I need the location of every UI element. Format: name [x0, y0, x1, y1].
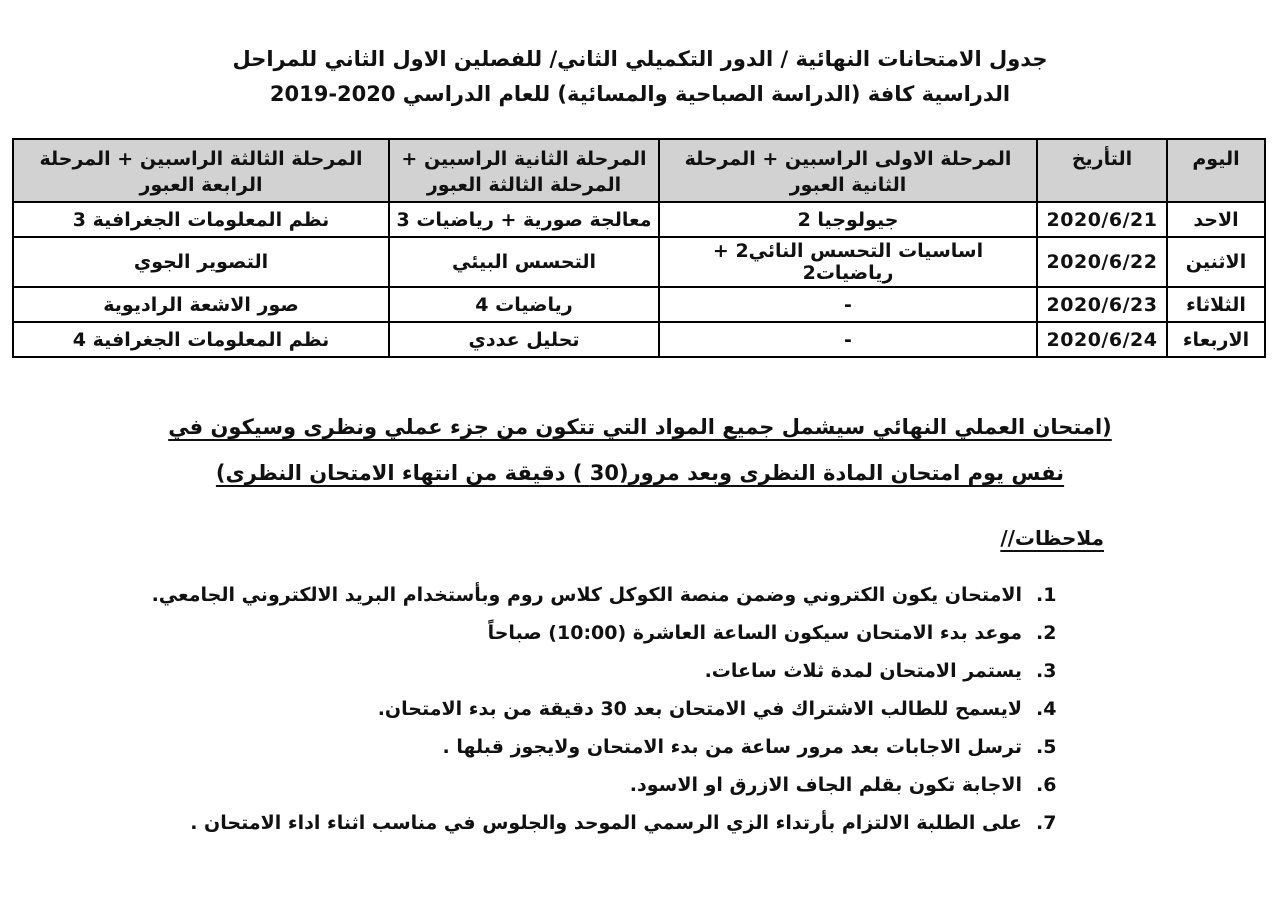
note-text: ترسل الاجابات بعد مرور ساعة من بدء الامتحان ولايجوز قبلها .: [442, 736, 1022, 758]
day-cell: الثلاثاء: [1167, 287, 1265, 322]
practical-note-line-1: (امتحان العملي النهائي سيشمل جميع المواد التي تتكون من جزء عملي ونظرى وسيكون في: [168, 415, 1112, 439]
note-item: [0, 728, 1064, 766]
table-row: [13, 287, 1265, 322]
day-cell: الاربعاء: [1167, 322, 1265, 357]
date-cell: 2020/6/23: [1037, 287, 1167, 322]
note-number: 6.: [1036, 774, 1057, 796]
practical-note-line-2: نفس يوم امتحان المادة النظرى وبعد مرور(30 ) دقيقة من انتهاء الامتحان النظرى): [215, 461, 1065, 485]
note-number: 7.: [1036, 812, 1057, 834]
note-number: 4.: [1036, 698, 1057, 720]
stage1-subject-cell: -: [659, 322, 1037, 357]
note-item: [0, 614, 1064, 652]
date-cell: 2020/6/24: [1037, 322, 1167, 357]
exam-schedule-table: [12, 138, 1266, 358]
stage3-subject-cell: نظم المعلومات الجغرافية 4: [13, 322, 389, 357]
notes-list: [0, 576, 1064, 842]
col-header-date: التأريخ: [1037, 139, 1167, 202]
note-item: [0, 804, 1064, 842]
notes-heading: ملاحظات//: [1000, 526, 1104, 550]
note-item: [0, 690, 1064, 728]
note-text: على الطلبة الالتزام بأرتداء الزي الرسمي الموحد والجلوس في مناسب اثناء اداء الامتحان .: [190, 812, 1022, 834]
note-text: الاجابة تكون بقلم الجاف الازرق او الاسود.: [629, 774, 1022, 796]
stage2-subject-cell: التحسس البيئي: [389, 237, 659, 287]
note-item: [0, 766, 1064, 804]
stage1-subject-cell: -: [659, 287, 1037, 322]
note-item: [0, 576, 1064, 614]
title-line-1: جدول الامتحانات النهائية / الدور التكميلي الثاني/ للفصلين الاول الثاني للمراحل: [232, 47, 1048, 71]
title-line-2: الدراسية كافة (الدراسة الصباحية والمسائية) للعام الدراسي 2020-2019: [269, 82, 1011, 106]
day-cell: الاحد: [1167, 202, 1265, 237]
stage3-subject-cell: التصوير الجوي: [13, 237, 389, 287]
table-row: [13, 202, 1265, 237]
table-row: [13, 237, 1265, 287]
stage2-subject-cell: معالجة صورية + رياضيات 3: [389, 202, 659, 237]
stage3-subject-cell: صور الاشعة الراديوية: [13, 287, 389, 322]
stage1-subject-cell: اساسيات التحسس النائي2 + رياضيات2: [659, 237, 1037, 287]
stage3-subject-cell: نظم المعلومات الجغرافية 3: [13, 202, 389, 237]
note-text: يستمر الامتحان لمدة ثلاث ساعات.: [704, 660, 1022, 682]
col-header-day: اليوم: [1167, 139, 1265, 202]
table-row: [13, 322, 1265, 357]
note-item: [0, 652, 1064, 690]
practical-exam-note: [0, 404, 1280, 496]
note-text: الامتحان يكون الكتروني وضمن منصة الكوكل كلاس روم وبأستخدام البريد الالكتروني الجامعي.: [151, 584, 1022, 606]
date-cell: 2020/6/22: [1037, 237, 1167, 287]
note-number: 3.: [1036, 660, 1057, 682]
day-cell: الاثنين: [1167, 237, 1265, 287]
col-header-stage2: المرحلة الثانية الراسبين + المرحلة الثالثة العبور: [389, 139, 659, 202]
note-text: موعد بدء الامتحان سيكون الساعة العاشرة (10:00) صباحاً: [487, 622, 1022, 644]
document-title: [0, 42, 1280, 112]
note-text: لايسمح للطالب الاشتراك في الامتحان بعد 30 دقيقة من بدء الامتحان.: [377, 698, 1022, 720]
note-number: 5.: [1036, 736, 1057, 758]
stage2-subject-cell: تحليل عددي: [389, 322, 659, 357]
stage1-subject-cell: جيولوجيا 2: [659, 202, 1037, 237]
note-number: 2.: [1036, 622, 1057, 644]
table-header-row: [13, 139, 1265, 202]
stage2-subject-cell: رياضيات 4: [389, 287, 659, 322]
date-cell: 2020/6/21: [1037, 202, 1167, 237]
note-number: 1.: [1036, 584, 1057, 606]
col-header-stage3: المرحلة الثالثة الراسبين + المرحلة الرابعة العبور: [13, 139, 389, 202]
col-header-stage1: المرحلة الاولى الراسبين + المرحلة الثانية العبور: [659, 139, 1037, 202]
